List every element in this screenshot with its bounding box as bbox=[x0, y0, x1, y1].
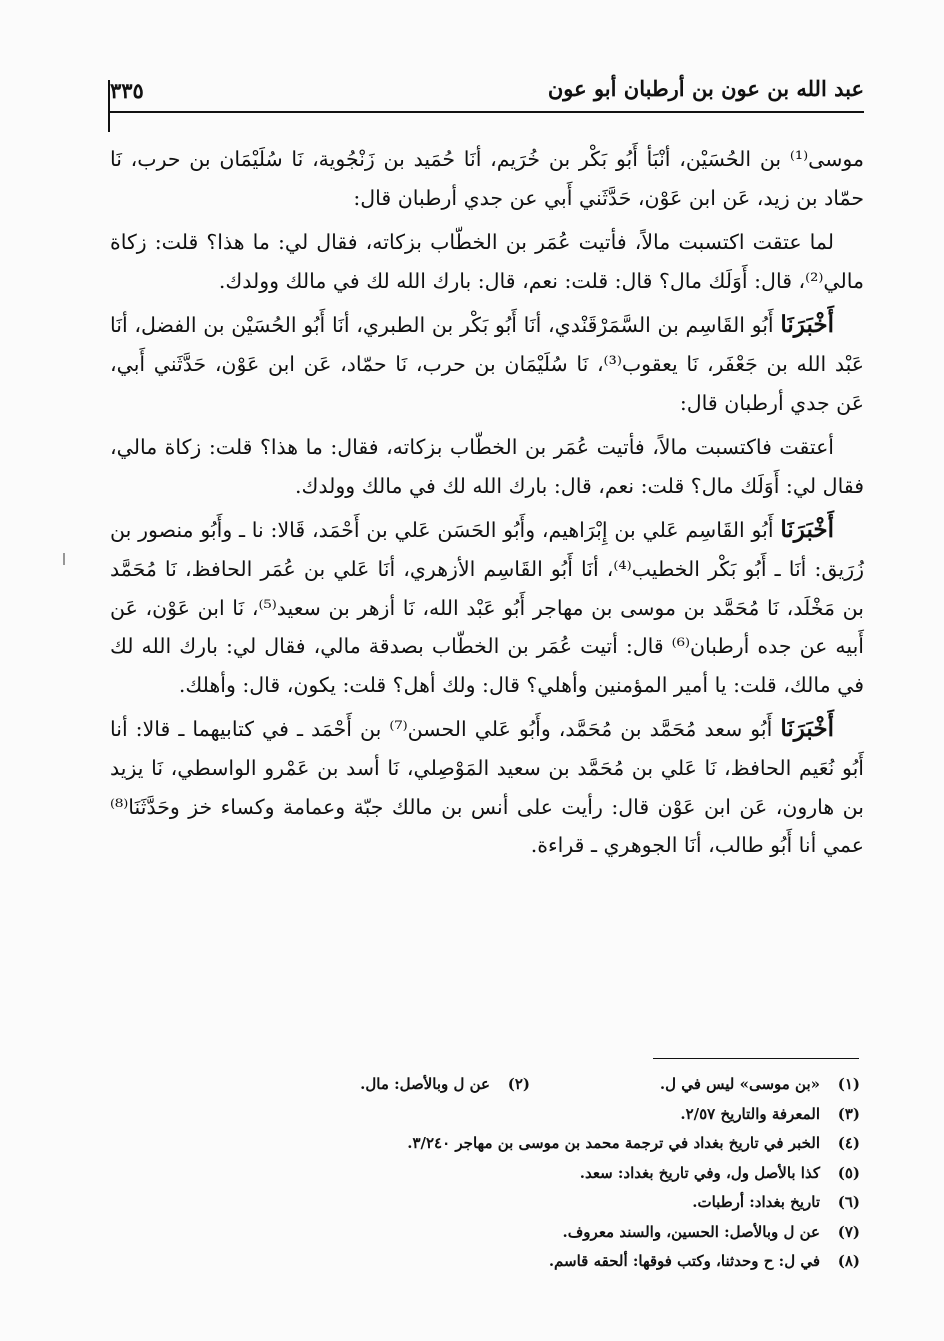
footnote-5 bbox=[160, 1159, 860, 1189]
footnote-text: الخبر في تاريخ بغداد في ترجمة محمد بن موسى بن مهاجر ٣/٢٤٠. bbox=[407, 1134, 820, 1152]
paragraph-5 bbox=[110, 511, 864, 704]
paragraph-3-text: أَبُو القَاسِم بن السَّمَرْقَنْدي، أنَا أَبُو بَكْر بن الطبري، أنَا أَبُو الحُسَيْن بن الفضل، أنَا عَبْد الله بن جَعْفَر، نَا يعقوب⁽³⁾، نَا سُلَيْمَان بن حرب، نَا حمّاد، عَن ابن عَوْن، حَدَّثَني أَبي، عَن جدي أرطبان قال: bbox=[110, 313, 864, 415]
page-number: ٣٣٥ bbox=[110, 78, 144, 103]
footnote-number: (٥) bbox=[837, 1163, 860, 1182]
footnote-text: كذا بالأصل ول، وفي تاريخ بغداد: سعد. bbox=[579, 1163, 820, 1182]
paragraph-6 bbox=[110, 710, 864, 864]
footnote-text: المعرفة والتاريخ ٢/٥٧. bbox=[680, 1104, 820, 1123]
header-rule bbox=[108, 111, 864, 113]
akhbarana-lead: أَخْبَرَنَا bbox=[780, 516, 834, 544]
paragraph-1: موسى⁽¹⁾ بن الحُسَيْن، أنْبَأ أَبُو بَكْر بن خُرَيم، أنَا حُمَيد بن زَنْجُوية، نَا سُلَيْمَان بن حرب، نَا حمّاد بن زيد، عَن ابن عَوْن، حَدَّثَني أَبي عن جدي أرطبان قال: bbox=[110, 147, 864, 210]
footnote-number: (٧) bbox=[837, 1222, 860, 1241]
footnote-text: عن ل وبالأصل: مال. bbox=[360, 1075, 490, 1093]
akhbarana-lead: أَخْبَرَنَا bbox=[780, 311, 834, 339]
running-header-title: عبد الله بن عون بن أرطبان أبو عون bbox=[547, 76, 864, 101]
footnotes bbox=[160, 1070, 860, 1277]
footnote-4 bbox=[160, 1129, 860, 1159]
footnote-2 bbox=[360, 1070, 530, 1100]
margin-mark bbox=[63, 553, 65, 565]
footnote-text: «بن موسى» ليس في ل. bbox=[659, 1075, 820, 1093]
footnote-rule bbox=[653, 1058, 859, 1059]
paragraph-2: لما عتقت اكتسبت مالاً، فأتيت عُمَر بن الخطّاب بزكاته، فقال لي: ما هذا؟ قلت: زكاة مالي⁽²⁾، قال: أَوَلَك مال؟ قال: قلت: نعم، قال: بارك الله لك في مالك وولدك. bbox=[110, 230, 864, 293]
paragraph-3 bbox=[110, 306, 864, 422]
footnote-7 bbox=[160, 1218, 860, 1248]
footnote-number: (٢) bbox=[507, 1075, 530, 1093]
footnote-text: عن ل وبالأصل: الحسين، والسند معروف. bbox=[562, 1222, 820, 1241]
paragraph-5-text: أَبُو القَاسِم عَلي بن إِبْرَاهيم، وأَبُو الحَسَن عَلي بن أَحْمَد، قَالا: نا ـ وأَبُو منصور بن زُرَيق: أنَا ـ أَبُو بَكْر الخطيب⁽⁴⁾، أنَا أَبُو القَاسِم الأزهري، أنَا عَلي بن عُمَر الحافظ، نَا مُحَمَّد بن مَخْلَد، نَا مُحَمَّد بن موسى بن مهاجر أَبُو عَبْد الله، نَا أزهر بن سعيد⁽⁵⁾، نَا ابن عَوْن، عَن أَبيه عن جده أرطبان⁽⁶⁾ قال: أتيت عُمَر بن الخطّاب بصدقة مالي، فقال لي: بارك الله لك في مالك، قلت: يا أمير المؤمنين وأهلي؟ قال: ولك أهل؟ قلت: يكون، قال: وأهلك. bbox=[110, 518, 864, 697]
footnote-text: تاريخ بغداد: أرطبات. bbox=[692, 1193, 820, 1211]
footnote-number: (٤) bbox=[837, 1134, 860, 1152]
footnote-3 bbox=[160, 1100, 860, 1130]
paragraph-4: أعتقت فاكتسبت مالاً، فأتيت عُمَر بن الخطّاب بزكاته، فقال: ما هذا؟ قلت: زكاة مالي، فقال لي: أَوَلَك مال؟ قلت: نعم، قال: بارك الله لك في مالك وولدك. bbox=[110, 435, 864, 498]
footnote-number: (٦) bbox=[837, 1193, 860, 1211]
footnote-6 bbox=[160, 1188, 860, 1218]
footnote-8 bbox=[160, 1247, 860, 1277]
header-vertical-rule bbox=[108, 80, 110, 132]
footnote-1 bbox=[530, 1070, 860, 1100]
footnote-number: (٣) bbox=[837, 1104, 860, 1123]
footnote-number: (١) bbox=[837, 1075, 860, 1093]
footnote-text: في ل: ح وحدثنا، وكتب فوقها: ألحقه قاسم. bbox=[548, 1252, 820, 1270]
akhbarana-lead: أَخْبَرَنَا bbox=[780, 715, 834, 743]
footnote-number: (٨) bbox=[837, 1252, 860, 1270]
main-text bbox=[110, 140, 864, 865]
paragraph-6-text: أَبُو سعد مُحَمَّد بن مُحَمَّد، وأَبُو عَلي الحسن⁽⁷⁾ بن أَحْمَد ـ في كتابيهما ـ قالا: أنا أَبُو نُعَيم الحافظ، نَا عَلي بن مُحَمَّد بن سعيد المَوْصِلي، نَا أسد بن عَمْرو الواسطي، نَا يزيد بن هارون، عَن ابن عَوْن قال: رأيت على أنس بن مالك جبّة وعمامة وكساء خز وحَدَّثَنَا⁽⁸⁾ عمي أنا أَبُو طالب، أنَا الجوهري ـ قراءة. bbox=[110, 717, 864, 858]
footnote-row bbox=[160, 1070, 860, 1100]
